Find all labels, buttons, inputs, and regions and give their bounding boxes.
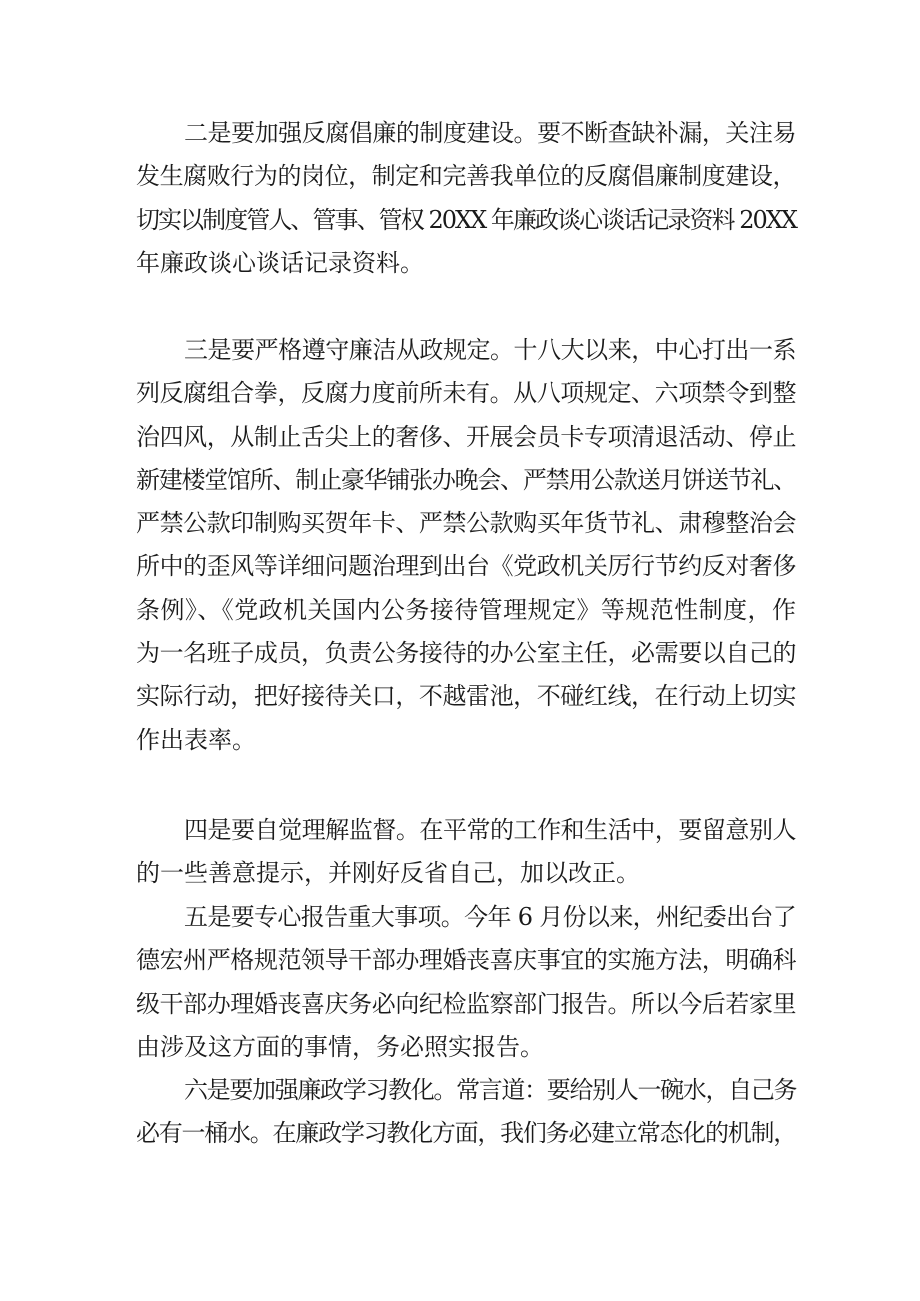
text-line: 为一名班子成员，负责公务接待的办公室主任，必需要以自己的	[136, 639, 796, 668]
paragraph-integrity-education	[136, 1069, 796, 1156]
paragraph-accept-supervision	[136, 809, 796, 896]
text-line: 新建楼堂馆所、制止豪华铺张办晚会、严禁用公款送月饼送节礼、	[136, 465, 796, 494]
text-line: 严禁公款印制购买贺年卡、严禁公款购买年货节礼、肃穆整治会	[136, 509, 796, 538]
text-line: 德宏州严格规范领导干部办理婚丧喜庆事宜的实施方法，明确科	[136, 946, 796, 975]
text-line: 年廉政谈心谈话记录资料。	[136, 248, 424, 277]
text-line: 必有一桶水。在廉政学习教化方面，我们务必建立常态化的机制，	[136, 1119, 796, 1148]
text-line: 的一些善意提示，并刚好反省自己，加以改正。	[136, 859, 640, 888]
text-line: 实际行动，把好接待关口，不越雷池，不碰红线，在行动上切实	[136, 682, 796, 711]
text-line: 切实以制度管人、管事、管权 20XX 年廉政谈心谈话记录资料 20XX	[136, 205, 796, 234]
text-line: 作出表率。	[136, 725, 256, 754]
text-line: 发生腐败行为的岗位，制定和完善我单位的反腐倡廉制度建设，	[136, 162, 796, 191]
text-line: 五是要专心报告重大事项。今年 6 月份以来，州纪委出台了	[184, 903, 796, 931]
paragraph-report-matters	[136, 896, 796, 1069]
paragraph-institution-building	[136, 112, 796, 285]
text-line: 条例》、《党政机关国内公务接待管理规定》等规范性制度，作	[136, 595, 796, 624]
text-line: 六是要加强廉政学习教化。常言道：要给别人一碗水，自己务	[184, 1076, 796, 1104]
text-line: 治四风，从制止舌尖上的奢侈、开展会员卡专项清退活动、停止	[136, 422, 796, 451]
text-line: 二是要加强反腐倡廉的制度建设。要不断查缺补漏，关注易	[184, 119, 796, 147]
paragraph-integrity-rules	[136, 329, 796, 762]
text-line: 由涉及这方面的事情，务必照实报告。	[136, 1032, 544, 1061]
text-line: 级干部办理婚丧喜庆务必向纪检监察部门报告。所以今后若家里	[136, 989, 796, 1018]
text-line: 列反腐组合拳，反腐力度前所未有。从八项规定、六项禁令到整	[136, 379, 796, 408]
text-line: 三是要严格遵守廉洁从政规定。十八大以来，中心打出一系	[184, 336, 796, 364]
text-line: 四是要自觉理解监督。在平常的工作和生活中，要留意别人	[184, 816, 796, 844]
text-line: 所中的歪风等详细问题治理到出台《党政机关厉行节约反对奢侈	[136, 552, 796, 581]
